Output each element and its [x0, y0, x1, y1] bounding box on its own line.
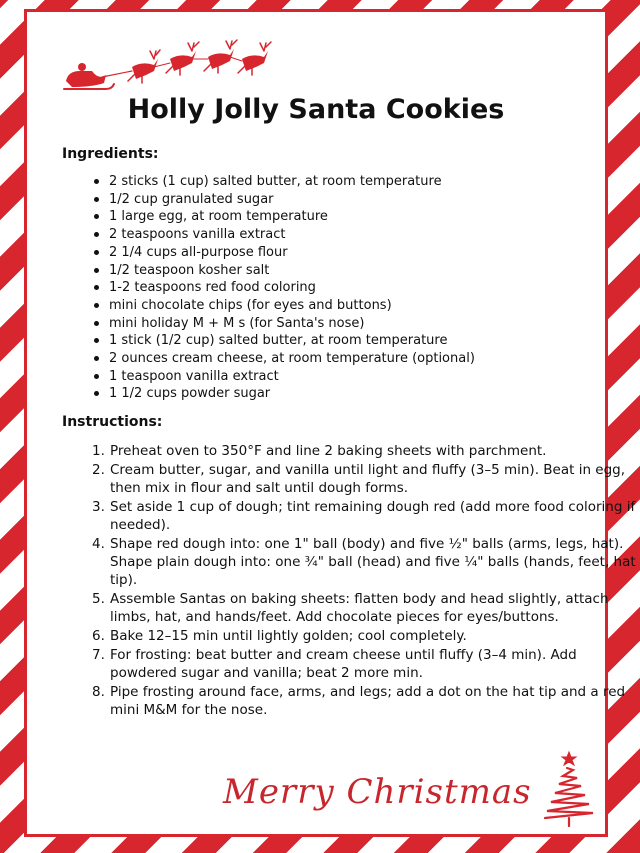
step-text: Assemble Santas on baking sheets: flatten body and head slightly, attach limbs, hat, and hands/feet. Add chocolate pieces for eyes/buttons. — [110, 591, 609, 625]
list-item: 2 ounces cream cheese, at room temperature (optional) — [109, 351, 475, 367]
step-number: 1. — [92, 443, 105, 459]
list-item: mini chocolate chips (for eyes and buttons) — [109, 297, 475, 315]
list-item — [92, 683, 638, 719]
list-item — [92, 498, 638, 534]
sleigh-reindeer-icon — [62, 37, 277, 99]
list-item: 2 1/4 cups all-purpose flour — [109, 244, 475, 262]
step-text: Pipe frosting around face, arms, and legs; add a dot on the hat tip and a red mini M&M for the nose. — [110, 684, 626, 718]
list-item — [92, 461, 638, 497]
step-text: For frosting: beat butter and cream cheese until fluffy (3–4 min). Add powdered sugar and vanilla; beat 2 more min. — [110, 647, 577, 681]
step-number: 8. — [92, 684, 105, 700]
list-item: 1/2 teaspoon kosher salt — [109, 262, 475, 280]
page-title: Holly Jolly Santa Cookies — [127, 94, 505, 125]
list-item: 2 sticks (1 cup) salted butter, at room temperature — [109, 173, 475, 191]
step-number: 4. — [92, 536, 105, 552]
instructions-heading: Instructions: — [62, 414, 163, 430]
ingredients-list — [62, 173, 475, 403]
step-text: Shape red dough into: one 1" ball (body) and five ½" balls (arms, legs, hat). Shape plain dough into: one ¾" ball (head) and five ¼" balls (hands, feet, hat tip). — [110, 536, 636, 588]
merry-christmas-signature: Merry Christmas — [223, 772, 532, 812]
instructions-list — [62, 442, 638, 720]
christmas-tree-icon — [537, 750, 601, 828]
list-item: 1 large egg, at room temperature — [109, 208, 475, 226]
list-item: mini holiday M + M s (for Santa's nose) — [109, 315, 475, 333]
list-item — [92, 442, 638, 460]
step-number: 5. — [92, 591, 105, 607]
step-number: 3. — [92, 499, 105, 515]
list-item: 2 teaspoons vanilla extract — [109, 226, 475, 244]
step-number: 2. — [92, 462, 105, 478]
step-text: Cream butter, sugar, and vanilla until light and fluffy (3–5 min). Beat in egg, then mix in flour and salt until dough forms. — [110, 462, 626, 496]
step-text: Preheat oven to 350°F and line 2 baking sheets with parchment. — [110, 443, 547, 459]
list-item: 1-2 teaspoons red food coloring — [109, 279, 475, 297]
recipe-card — [24, 9, 636, 837]
list-item: 1 1/2 cups powder sugar — [109, 385, 475, 403]
list-item: 1 teaspoon vanilla extract — [109, 368, 475, 386]
step-text: Set aside 1 cup of dough; tint remaining dough red (add more food coloring if needed). — [110, 499, 636, 533]
list-item: 1/2 cup granulated sugar — [109, 191, 475, 209]
step-text: Bake 12–15 min until lightly golden; cool completely. — [110, 628, 467, 644]
ingredients-heading: Ingredients: — [62, 146, 159, 162]
list-item — [92, 590, 638, 626]
list-item — [92, 627, 638, 645]
list-item — [92, 646, 638, 682]
step-number: 7. — [92, 647, 105, 663]
list-item — [92, 535, 638, 589]
list-item: 1 stick (1/2 cup) salted butter, at room temperature — [109, 332, 475, 350]
step-number: 6. — [92, 628, 105, 644]
